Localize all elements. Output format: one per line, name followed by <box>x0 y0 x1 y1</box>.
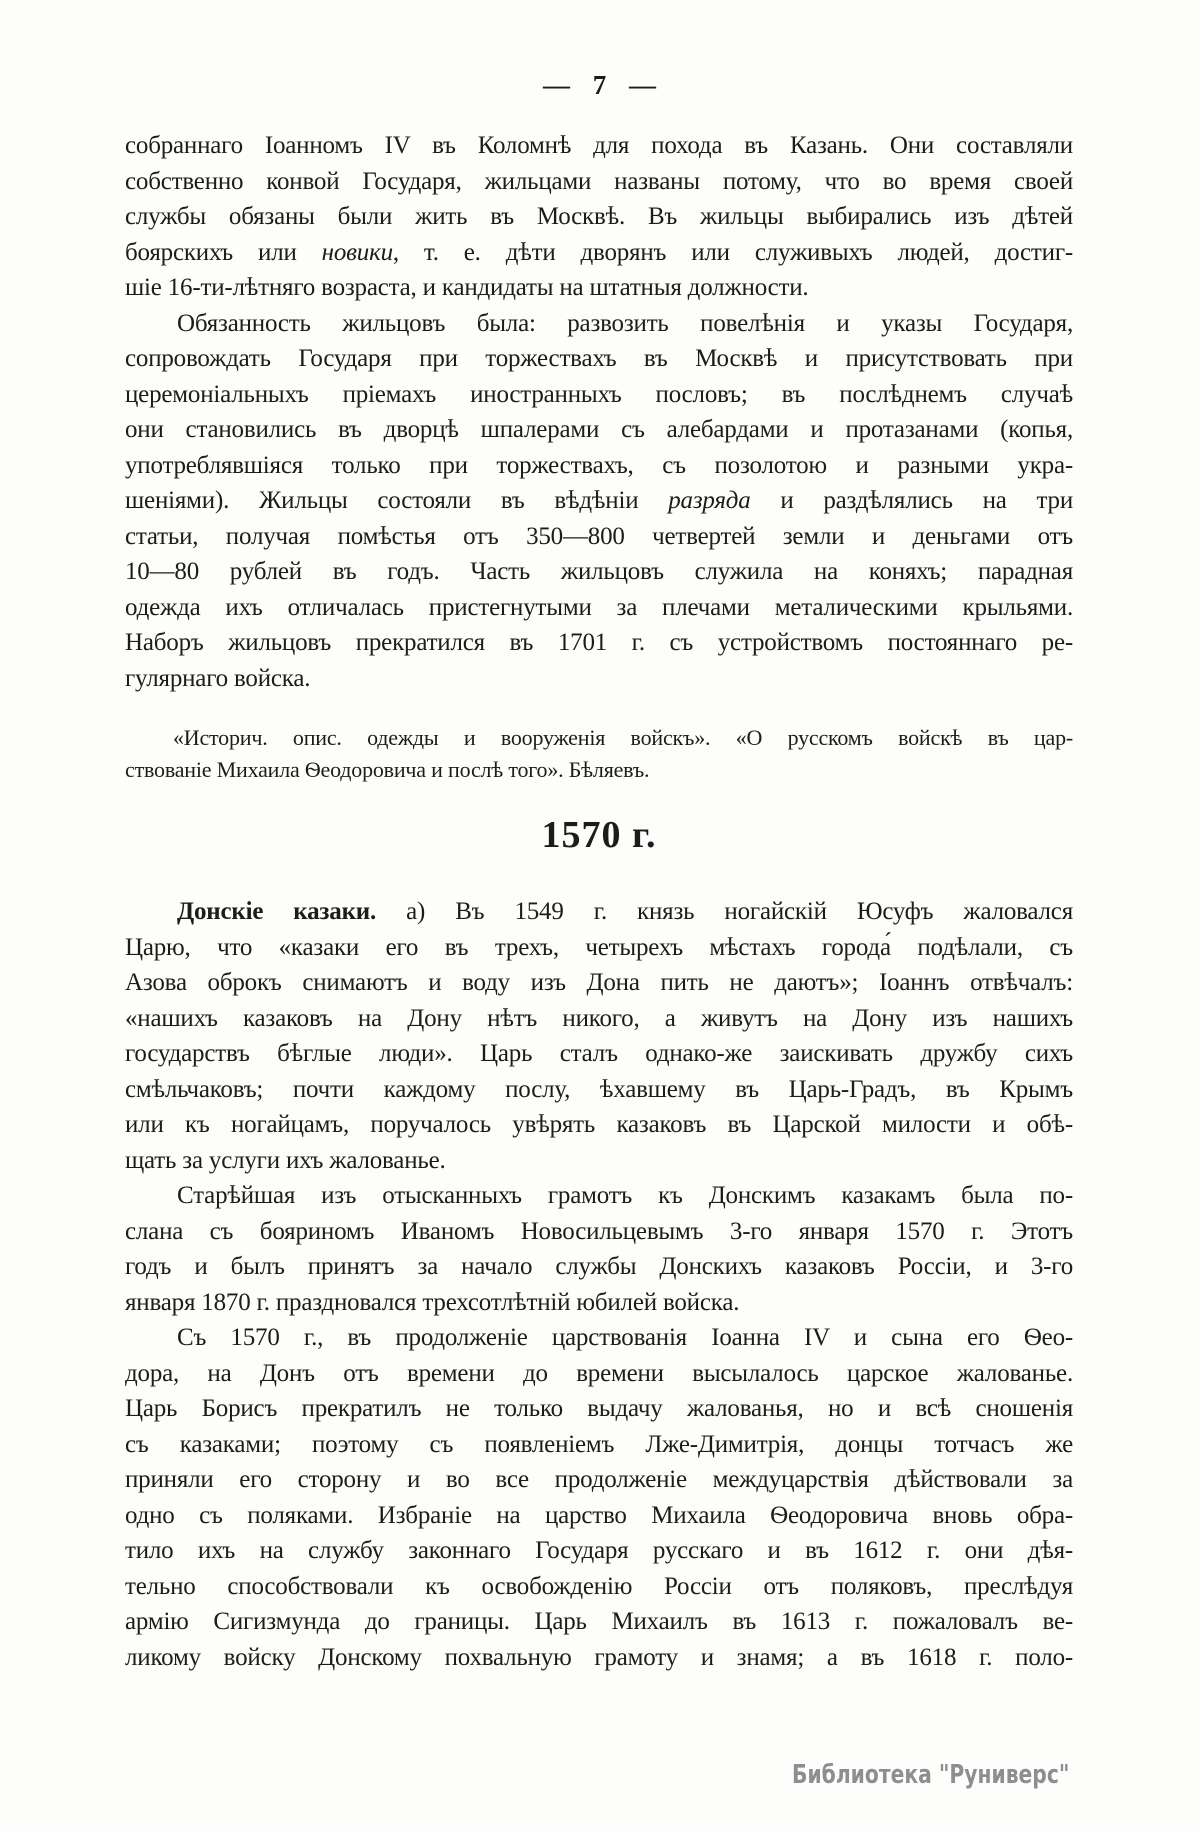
text-line <box>125 1569 1073 1605</box>
text-segment: а) Въ 1549 г. князь ногайскій Юсуфъ жаловался <box>376 898 1074 925</box>
source-citation <box>125 722 1073 786</box>
text-line <box>125 341 1073 377</box>
text-line <box>125 625 1073 661</box>
text-line <box>125 930 1073 966</box>
text-segment: церемоніальныхъ пріемахъ иностранныхъ пословъ; въ послѣднемъ случаѣ <box>125 380 1073 408</box>
paragraph <box>125 894 1073 1178</box>
text-segment: слана съ бояриномъ Иваномъ Новосильцевымъ 3-го января 1570 г. Этотъ <box>125 1217 1073 1245</box>
italic-term: новики <box>321 238 393 266</box>
paragraph <box>125 306 1073 697</box>
text-segment: шеніями). Жильцы состояли въ вѣдѣніи <box>125 487 669 514</box>
text-line <box>125 1427 1073 1463</box>
text-segment: одно съ поляками. Избраніе на царство Михаила Ѳеодоровича вновь обра- <box>125 1501 1073 1529</box>
text-line <box>125 1036 1073 1072</box>
text-line <box>125 1001 1073 1037</box>
text-segment: приняли его сторону и во все продолженіе междуцарствія дѣйствовали за <box>125 1466 1073 1493</box>
text-line <box>125 590 1073 626</box>
text-segment: ликому войску Донскому похвальную грамоту и знамя; а въ 1618 г. поло- <box>125 1643 1073 1671</box>
text-line <box>125 1249 1073 1285</box>
text-line <box>125 1214 1073 1250</box>
page-number: — 7 — <box>543 70 657 100</box>
text-line <box>125 1533 1073 1569</box>
text-segment: дора, на Донъ отъ времени до времени высылалось царское жалованье. <box>125 1359 1073 1387</box>
text-line <box>125 661 1073 697</box>
text-segment: собраннаго Іоанномъ IV въ Коломнѣ для похода въ Казань. Они составляли <box>125 132 1073 159</box>
text-segment: собственно конвой Государя, жильцами названы потому, что во время своей <box>125 167 1073 195</box>
text-line <box>125 1143 1073 1179</box>
text-segment: «нашихъ казаковъ на Дону нѣтъ никого, а живутъ на Дону изъ нашихъ <box>125 1004 1073 1032</box>
text-segment: армію Сигизмунда до границы. Царь Михаилъ въ 1613 г. пожаловалъ ве- <box>125 1608 1073 1635</box>
text-segment: боярскихъ или <box>125 238 322 266</box>
text-line <box>125 754 1073 786</box>
text-line <box>125 128 1073 164</box>
text-line <box>125 1498 1073 1534</box>
text-segment: тило ихъ на службу законнаго Государя русскаго и въ 1612 г. они дѣя- <box>125 1537 1073 1564</box>
text-segment: января 1870 г. праздновался трехсотлѣтній юбилей войска. <box>125 1288 740 1316</box>
text-segment: съ казаками; поэтому съ появленіемъ Лже-Димитрія, донцы тотчасъ же <box>125 1430 1073 1458</box>
section-don-cossacks-text <box>125 894 1073 1675</box>
text-segment: Царю, что «казаки его въ трехъ, четырехъ мѣстахъ города́ подѣлали, съ <box>125 933 1073 961</box>
text-line <box>125 519 1073 555</box>
text-segment: щать за услуги ихъ жалованье. <box>125 1146 446 1174</box>
text-segment: Наборъ жильцовъ прекратился въ 1701 г. съ устройствомъ постояннаго ре- <box>125 629 1073 656</box>
text-segment: и раздѣлялись на три <box>750 487 1073 514</box>
text-segment: смѣльчаковъ; почти каждому послу, ѣхавшему въ Царь-Градъ, въ Крымъ <box>125 1075 1073 1103</box>
text-line <box>125 1462 1073 1498</box>
text-line <box>125 894 1073 930</box>
text-line <box>125 199 1073 235</box>
italic-term: разряда <box>668 487 751 514</box>
text-segment: ствованіе Михаила Ѳеодоровича и послѣ того». Бѣляевъ. <box>125 757 650 782</box>
text-segment: службы обязаны были жить въ Москвѣ. Въ жильцы выбирались изъ дѣтей <box>125 203 1073 230</box>
text-line <box>125 965 1073 1001</box>
text-segment: одежда ихъ отличалась пристегнутыми за плечами металическими крыльями. <box>125 593 1073 621</box>
text-segment: 10—80 рублей въ годъ. Часть жильцовъ служила на коняхъ; парадная <box>125 558 1073 585</box>
text-segment: , т. е. дѣти дворянъ или служивыхъ людей, достиг- <box>392 238 1074 266</box>
text-segment: Царь Борисъ прекратилъ не только выдачу жалованья, но и всѣ сношенія <box>125 1395 1073 1422</box>
section-heading-1570: 1570 г. <box>541 814 657 856</box>
text-line <box>125 1107 1073 1143</box>
text-line <box>125 1391 1073 1427</box>
text-line <box>125 235 1073 271</box>
text-column <box>125 128 1073 1675</box>
section-zhiltsy-text <box>125 128 1073 786</box>
text-line <box>125 554 1073 590</box>
text-line <box>125 1178 1073 1214</box>
text-segment: или къ ногайцамъ, поручалось увѣрять казаковъ въ Царской милости и обѣ- <box>125 1111 1073 1138</box>
text-line <box>125 1285 1073 1321</box>
text-line <box>125 1640 1073 1676</box>
text-segment: Съ 1570 г., въ продолженіе царствованія Іоанна IV и сына его Ѳео- <box>177 1324 1073 1351</box>
paragraph <box>125 1320 1073 1675</box>
text-line <box>125 377 1073 413</box>
text-line <box>125 448 1073 484</box>
bold-lead-in: Донскіе казаки. <box>177 898 377 925</box>
text-segment: они становились въ дворцѣ шпалерами съ алебардами и протазанами (копья, <box>125 416 1073 443</box>
text-segment: годъ и былъ принятъ за начало службы Донскихъ казаковъ Россіи, и 3-го <box>125 1253 1073 1280</box>
text-segment: Старѣйшая изъ отысканныхъ грамотъ къ Донскимъ казакамъ была по- <box>177 1182 1073 1209</box>
text-segment: статьи, получая помѣстья отъ 350—800 четвертей земли и деньгами отъ <box>125 522 1073 550</box>
text-segment: Азова оброкъ снимаютъ и воду изъ Дона пить не даютъ»; Іоаннъ отвѣчалъ: <box>125 969 1073 996</box>
text-line <box>125 1072 1073 1108</box>
text-segment: употреблявшіяся только при торжествахъ, съ позолотою и разными укра- <box>125 451 1073 479</box>
text-segment: сопровождать Государя при торжествахъ въ Москвѣ и присутствовать при <box>125 345 1073 372</box>
text-line <box>125 722 1073 754</box>
text-line <box>125 1356 1073 1392</box>
text-line <box>125 164 1073 200</box>
text-segment: Обязанность жильцовъ была: развозить повелѣнія и указы Государя, <box>177 309 1073 337</box>
text-segment: шіе 16-ти-лѣтняго возраста, и кандидаты на штатныя должности. <box>125 274 809 301</box>
text-line <box>125 483 1073 519</box>
text-line <box>125 306 1073 342</box>
text-line <box>125 412 1073 448</box>
text-segment: «Историч. опис. одежды и вооруженія войскъ». «О русскомъ войскѣ въ цар- <box>173 725 1073 750</box>
text-segment: государствъ бѣглые люди». Царь сталъ однако-же заискивать дружбу сихъ <box>125 1040 1073 1067</box>
paragraph <box>125 128 1073 306</box>
text-segment: гулярнаго войска. <box>125 664 311 692</box>
text-line <box>125 1320 1073 1356</box>
paragraph <box>125 1178 1073 1320</box>
text-segment: тельно способствовали къ освобожденію Россіи отъ поляковъ, преслѣдуя <box>125 1572 1073 1600</box>
text-line <box>125 1604 1073 1640</box>
runivers-watermark: Библиотека "Руниверс" <box>792 1760 1070 1790</box>
text-line <box>125 270 1073 306</box>
